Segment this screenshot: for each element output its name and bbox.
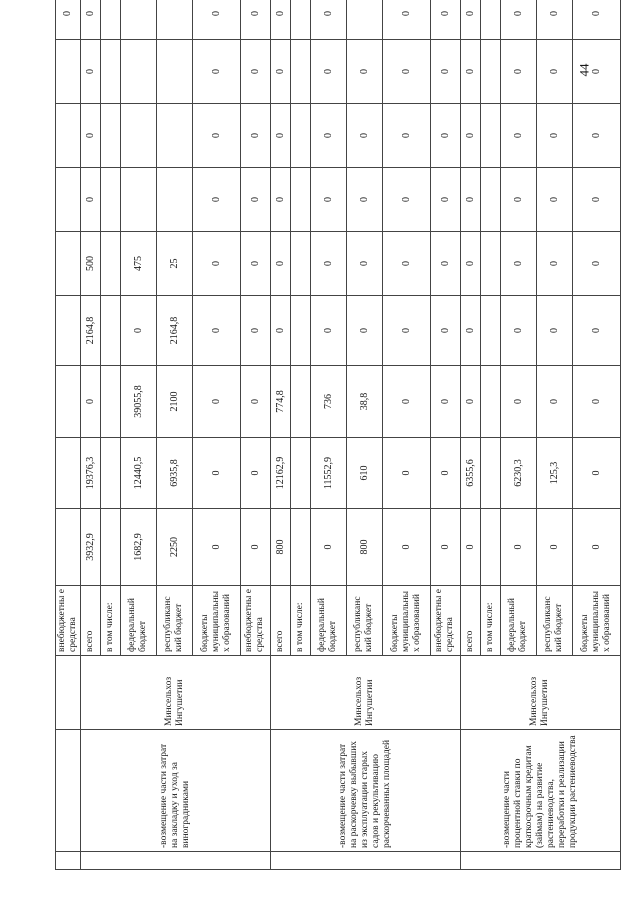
value-cell [156,40,192,104]
value-cell: 0 [382,366,430,438]
measure-name: -возмещение части затрат на закладку и уход за виноградниками [80,730,270,852]
value-cell: 0 [382,438,430,509]
value-cell: 0 [240,232,270,296]
value-cell: 0 [346,232,382,296]
table-row [56,0,81,870]
value-cell: 0 [240,168,270,232]
value-cell: 0 [500,509,536,586]
value-cell: 0 [536,104,572,168]
value-cell: 0 [460,168,480,232]
value-cell [290,0,310,40]
value-cell [480,40,500,104]
value-cell: 0 [536,40,572,104]
value-cell: 0 [240,438,270,509]
value-cell: 39055,8 [120,366,156,438]
value-cell: 0 [192,0,240,40]
value-cell: 800 [346,509,382,586]
value-cell [100,509,120,586]
measure-name: -возмещение части процентной ставки по краткосрочным кредитам (займам) на развитие растениеводства, переработки и реализации продукции растениеводства [460,730,620,852]
value-cell: 0 [120,296,156,366]
value-cell: 475 [120,232,156,296]
value-cell: 0 [240,40,270,104]
blank-cell [270,852,460,870]
funding-source: всего [270,586,290,656]
value-cell [100,366,120,438]
value-cell: 0 [572,296,620,366]
value-cell [290,509,310,586]
value-cell [120,40,156,104]
value-cell: 0 [240,509,270,586]
value-cell: 0 [240,296,270,366]
value-cell: 25 [156,232,192,296]
value-cell: 0 [500,104,536,168]
value-cell: 6230,3 [500,438,536,509]
value-cell: 0 [460,104,480,168]
value-cell [480,438,500,509]
value-cell: 0 [270,296,290,366]
value-cell: 6355,6 [460,438,480,509]
funding-source: внебюджетны е средства [430,586,460,656]
value-cell: 12162,9 [270,438,290,509]
funding-source: в том числе: [290,586,310,656]
value-cell: 0 [382,509,430,586]
funding-source: федеральный бюджет [310,586,346,656]
value-cell [100,168,120,232]
value-cell [290,438,310,509]
value-cell: 0 [500,168,536,232]
value-cell [120,168,156,232]
value-cell: 0 [430,366,460,438]
value-cell: 0 [270,0,290,40]
value-cell: 19376,3 [80,438,100,509]
value-cell: 0 [310,509,346,586]
value-cell: 0 [80,168,100,232]
blank-cell [80,852,270,870]
value-cell: 0 [240,0,270,40]
value-cell [120,104,156,168]
value-cell [56,438,81,509]
value-cell: 0 [192,296,240,366]
value-cell: 0 [192,232,240,296]
value-cell: 0 [240,104,270,168]
value-cell: 11552,9 [310,438,346,509]
value-cell: 0 [382,104,430,168]
value-cell: 0 [270,40,290,104]
value-cell: 774,8 [270,366,290,438]
value-cell: 0 [310,296,346,366]
page-number: 44 [576,63,592,77]
name-cell [56,730,81,852]
value-cell: 0 [572,509,620,586]
funding-source: в том числе: [100,586,120,656]
value-cell [100,438,120,509]
funding-source: бюджеты муниципальны х образований [382,586,430,656]
value-cell: 125,3 [536,438,572,509]
funding-source: бюджеты муниципальны х образований [572,586,620,656]
value-cell: 0 [430,232,460,296]
value-cell [56,104,81,168]
value-cell [56,168,81,232]
value-cell: 38,8 [346,366,382,438]
value-cell: 0 [500,232,536,296]
value-cell: 0 [536,296,572,366]
funding-source: федеральный бюджет [500,586,536,656]
value-cell: 0 [80,104,100,168]
value-cell: 0 [536,232,572,296]
value-cell [480,168,500,232]
blank-cell [56,852,81,870]
value-cell: 0 [536,509,572,586]
value-cell: 0 [382,296,430,366]
value-cell: 0 [460,366,480,438]
value-cell: 6935,8 [156,438,192,509]
value-cell: 0 [192,438,240,509]
value-cell: 0 [430,296,460,366]
funding-source: республиканс кий бюджет [156,586,192,656]
value-cell: 0 [500,366,536,438]
value-cell: 0 [310,168,346,232]
funding-source: республиканс кий бюджет [536,586,572,656]
executor-name: Минсельхоз Ингушетии [80,656,270,730]
funding-source: бюджеты муниципальны х образований [192,586,240,656]
value-cell: 0 [500,296,536,366]
value-cell: 0 [346,296,382,366]
funding-source: в том числе: [480,586,500,656]
value-cell [480,0,500,40]
value-cell [346,0,382,40]
funding-source: республиканс кий бюджет [346,586,382,656]
executor-cell [56,656,81,730]
value-cell [480,366,500,438]
value-cell [480,232,500,296]
value-cell: 0 [572,438,620,509]
value-cell: 0 [536,366,572,438]
value-cell: 0 [192,40,240,104]
value-cell: 0 [270,232,290,296]
measure-name: -возмещение части затрат на раскорчевку выбывших из эксплуатации старых садов и рекультивацию раскорчеванных площадей [270,730,460,852]
value-cell: 0 [240,366,270,438]
value-cell: 0 [56,0,81,40]
value-cell: 0 [572,40,620,104]
value-cell: 0 [430,168,460,232]
funding-source: внебюджетны е средства [240,586,270,656]
value-cell [290,296,310,366]
value-cell [290,168,310,232]
value-cell: 0 [430,438,460,509]
blank-cell [460,852,620,870]
value-cell: 0 [270,104,290,168]
value-cell: 0 [192,366,240,438]
table-row [460,0,480,870]
value-cell: 0 [80,40,100,104]
value-cell: 610 [346,438,382,509]
funding-source: всего [80,586,100,656]
value-cell [480,104,500,168]
value-cell: 0 [460,296,480,366]
value-cell [480,509,500,586]
value-cell: 0 [346,168,382,232]
value-cell: 0 [346,104,382,168]
value-cell: 0 [310,104,346,168]
value-cell [100,296,120,366]
value-cell: 0 [572,104,620,168]
value-cell [56,366,81,438]
value-cell: 12440,5 [120,438,156,509]
value-cell: 0 [192,168,240,232]
value-cell: 0 [310,232,346,296]
value-cell: 0 [460,0,480,40]
value-cell: 0 [430,0,460,40]
value-cell: 500 [80,232,100,296]
value-cell: 0 [382,232,430,296]
executor-name: Минсельхоз Ингушетии [460,656,620,730]
funding-source: всего [460,586,480,656]
value-cell [156,168,192,232]
value-cell [56,296,81,366]
value-cell [100,40,120,104]
value-cell [290,366,310,438]
value-cell: 1682,9 [120,509,156,586]
value-cell: 0 [460,40,480,104]
value-cell: 0 [460,509,480,586]
value-cell: 0 [572,0,620,40]
value-cell: 0 [500,40,536,104]
value-cell [56,40,81,104]
value-cell [56,232,81,296]
value-cell: 2164,8 [80,296,100,366]
value-cell: 0 [382,40,430,104]
value-cell: 0 [270,168,290,232]
value-cell: 0 [80,366,100,438]
value-cell [100,232,120,296]
value-cell [100,104,120,168]
value-cell: 0 [430,40,460,104]
rotated-table-container [55,11,615,870]
value-cell: 0 [536,168,572,232]
value-cell [290,104,310,168]
value-cell: 800 [270,509,290,586]
table-row [270,0,290,870]
table-row [80,0,100,870]
value-cell [156,0,192,40]
value-cell [290,232,310,296]
value-cell [290,40,310,104]
value-cell: 3932,9 [80,509,100,586]
value-cell: 0 [572,366,620,438]
value-cell: 0 [500,0,536,40]
value-cell: 0 [572,232,620,296]
value-cell: 0 [460,232,480,296]
value-cell: 0 [346,40,382,104]
funding-table [55,0,621,870]
value-cell [480,296,500,366]
value-cell: 0 [430,509,460,586]
value-cell: 0 [382,168,430,232]
funding-source: внебюджетны е средства [56,586,81,656]
value-cell: 2100 [156,366,192,438]
value-cell: 0 [430,104,460,168]
value-cell: 2250 [156,509,192,586]
value-cell: 0 [310,40,346,104]
value-cell [56,509,81,586]
executor-name: Минсельхоз Ингушетии [270,656,460,730]
value-cell [100,0,120,40]
value-cell: 0 [536,0,572,40]
value-cell: 2164,8 [156,296,192,366]
funding-source: федеральный бюджет [120,586,156,656]
value-cell: 0 [192,509,240,586]
value-cell: 0 [382,0,430,40]
value-cell: 736 [310,366,346,438]
value-cell [156,104,192,168]
value-cell: 0 [572,168,620,232]
value-cell: 0 [192,104,240,168]
value-cell [120,0,156,40]
value-cell: 0 [80,0,100,40]
value-cell: 0 [310,0,346,40]
